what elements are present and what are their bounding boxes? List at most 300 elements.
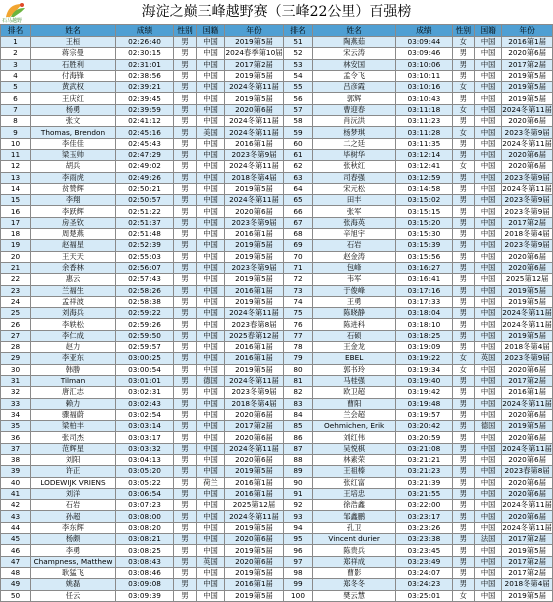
year-cell: 2020第6届 (225, 104, 284, 115)
year-cell: 2019第5届 (225, 37, 284, 48)
table-row (284, 421, 553, 432)
rank-cell: 86 (284, 432, 313, 443)
column-header-year: 年份 (225, 25, 284, 37)
name-cell: 贫赞辉 (31, 183, 116, 194)
nationality-cell: 中国 (475, 319, 502, 330)
time-cell: 03:19:48 (396, 398, 452, 409)
gender-cell: 男 (452, 432, 475, 443)
table-row (284, 443, 553, 454)
gender-cell: 男 (174, 240, 197, 251)
ranking-table-left (0, 24, 284, 602)
time-cell: 03:21:39 (396, 477, 452, 488)
time-cell: 03:02:43 (116, 398, 174, 409)
rank-cell: 13 (1, 172, 31, 183)
rank-cell: 51 (284, 37, 313, 48)
time-cell: 03:02:31 (116, 387, 174, 398)
gender-cell: 男 (174, 229, 197, 240)
table-row (1, 500, 284, 511)
table-row (284, 93, 553, 104)
name-cell: 石胜利 (31, 59, 116, 70)
table-row (1, 364, 284, 375)
year-cell: 2024冬第11届 (502, 138, 552, 148)
year-cell: 2023春第8届 (502, 466, 553, 477)
time-cell: 02:50:57 (116, 195, 174, 206)
year-cell: 2019第5届 (225, 466, 284, 477)
time-cell: 02:39:59 (116, 104, 174, 115)
gender-cell: 男 (174, 285, 197, 296)
gender-cell: 男 (174, 59, 197, 70)
column-header-year: 年份 (502, 25, 553, 37)
time-cell: 02:49:02 (116, 161, 174, 172)
rank-cell: 22 (1, 274, 31, 285)
time-cell: 03:06:54 (116, 488, 174, 499)
nationality-cell: 中国 (475, 161, 502, 172)
rank-cell: 33 (1, 398, 31, 409)
name-cell: 张文 (31, 116, 116, 127)
column-header-nationality: 国籍 (475, 25, 502, 37)
year-cell: 2024冬第11届 (225, 195, 284, 206)
time-cell: 03:03:17 (116, 432, 174, 443)
rank-cell: 35 (1, 421, 31, 432)
nationality-cell: 中国 (475, 285, 502, 296)
rank-cell: 7 (1, 104, 31, 115)
gender-cell: 女 (452, 37, 475, 48)
time-cell: 03:09:39 (116, 590, 174, 601)
time-cell: 03:08:20 (116, 522, 174, 533)
rank-cell: 5 (1, 82, 31, 93)
name-cell: 吕彦霞 (313, 82, 396, 93)
nationality-cell: 中国 (475, 330, 502, 341)
rank-cell: 75 (284, 308, 313, 319)
time-cell: 03:20:59 (396, 432, 452, 443)
nationality-cell: 中国 (475, 251, 502, 262)
gender-cell: 男 (452, 138, 475, 149)
table-header-row (284, 25, 553, 37)
time-cell: 03:21:23 (396, 466, 452, 477)
rank-cell: 38 (1, 454, 31, 465)
gender-cell: 男 (452, 319, 475, 330)
rank-cell: 56 (284, 93, 313, 104)
column-header-time: 成绩 (396, 25, 452, 37)
nationality-cell: 中国 (197, 240, 225, 251)
rank-cell: 36 (1, 432, 31, 443)
gender-cell: 男 (174, 545, 197, 556)
table-row (1, 409, 284, 420)
gender-cell: 男 (452, 116, 475, 127)
name-cell: 王培忠 (313, 488, 396, 499)
rank-cell: 18 (1, 229, 31, 240)
time-cell: 03:24:07 (396, 567, 452, 578)
name-cell: 曹影 (313, 567, 396, 578)
time-cell: 02:45:43 (116, 138, 174, 149)
rank-cell: 65 (284, 195, 313, 206)
table-row (284, 500, 553, 511)
rank-cell: 15 (1, 195, 31, 206)
year-cell: 2020第6届 (225, 454, 284, 465)
name-cell: Oehmichen, Erik (313, 421, 396, 432)
table-row (1, 217, 284, 228)
gender-cell: 男 (452, 206, 475, 217)
year-cell: 2019第5届 (225, 364, 284, 375)
time-cell: 03:23:26 (396, 522, 452, 533)
name-cell: 孟祥波 (31, 296, 116, 307)
name-cell: 李轶松 (31, 319, 116, 330)
rank-cell: 11 (1, 149, 31, 160)
year-cell: 2020第6届 (502, 364, 553, 375)
table-row (284, 195, 553, 206)
name-cell: 兰会超 (313, 409, 396, 420)
rank-cell: 8 (1, 116, 31, 127)
nationality-cell: 中国 (475, 217, 502, 228)
rank-cell: 3 (1, 59, 31, 70)
table-row (284, 319, 553, 330)
time-cell: 03:15:02 (396, 195, 452, 206)
name-cell: 宋元松 (313, 183, 396, 194)
name-cell: 欧卫超 (313, 387, 396, 398)
gender-cell: 男 (174, 432, 197, 443)
time-cell: 02:58:38 (116, 296, 174, 307)
rank-cell: 85 (284, 421, 313, 432)
gender-cell: 男 (174, 466, 197, 477)
name-cell: 刘阳 (31, 454, 116, 465)
gender-cell: 男 (452, 296, 475, 307)
nationality-cell: 中国 (475, 364, 502, 375)
nationality-cell: 中国 (475, 262, 502, 273)
rank-cell: 20 (1, 251, 31, 262)
nationality-cell: 中国 (475, 240, 502, 251)
nationality-cell: 中国 (475, 308, 502, 319)
rank-cell: 37 (1, 443, 31, 454)
nationality-cell: 中国 (475, 579, 502, 590)
year-cell: 2020第6届 (502, 488, 553, 499)
gender-cell: 男 (174, 251, 197, 262)
year-cell: 2020第6届 (502, 262, 553, 273)
nationality-cell: 中国 (197, 161, 225, 172)
gender-cell: 男 (452, 93, 475, 104)
gender-cell: 男 (174, 37, 197, 48)
nationality-cell: 中国 (475, 590, 502, 601)
rank-cell: 2 (1, 48, 31, 59)
year-cell: 2019第5届 (502, 285, 553, 296)
rank-cell: 55 (284, 82, 313, 93)
year-cell: 2024冬第11届 (225, 443, 284, 454)
gender-cell: 男 (174, 398, 197, 409)
nationality-cell: 中国 (197, 59, 225, 70)
nationality-cell: 中国 (197, 82, 225, 93)
rank-cell: 83 (284, 398, 313, 409)
nationality-cell: 中国 (475, 432, 502, 443)
gender-cell: 男 (174, 556, 197, 567)
time-cell: 03:18:25 (396, 330, 452, 341)
name-cell: 刘海兵 (31, 308, 116, 319)
time-cell: 03:15:30 (396, 229, 452, 240)
gender-cell: 男 (452, 522, 475, 533)
nationality-cell: 中国 (197, 534, 225, 545)
time-cell: 03:19:57 (396, 409, 452, 420)
rank-cell: 21 (1, 262, 31, 273)
nationality-cell: 中国 (475, 104, 502, 115)
name-cell: 赵金涛 (313, 251, 396, 262)
rank-cell: 98 (284, 567, 313, 578)
table-row (284, 296, 553, 307)
gender-cell: 男 (174, 534, 197, 545)
time-cell: 02:30:15 (116, 48, 174, 59)
rank-cell: 62 (284, 161, 313, 172)
rank-cell: 26 (1, 319, 31, 330)
time-cell: 03:10:43 (396, 93, 452, 104)
nationality-cell: 中国 (197, 183, 225, 194)
year-cell: 2024冬第11届 (502, 522, 552, 532)
rank-cell: 24 (1, 296, 31, 307)
nationality-cell: 中国 (197, 364, 225, 375)
year-cell: 2016第1届 (502, 37, 553, 48)
nationality-cell: 中国 (197, 296, 225, 307)
name-cell: 梁玉帅 (31, 149, 116, 160)
year-cell: 2024冬第11届 (502, 104, 552, 114)
table-row (284, 229, 553, 240)
rank-cell: 34 (1, 409, 31, 420)
year-cell: 2018冬第4届 (225, 172, 284, 183)
year-cell: 2024冬第11届 (225, 127, 284, 138)
time-cell: 02:38:56 (116, 70, 174, 81)
rank-cell: 100 (284, 590, 313, 601)
time-cell: 03:17:16 (396, 285, 452, 296)
name-cell: 李翔 (31, 195, 116, 206)
table-row (1, 229, 284, 240)
year-cell: 2024冬第11届 (225, 308, 284, 319)
nationality-cell: 中国 (197, 579, 225, 590)
year-cell: 2016第1届 (225, 579, 284, 590)
time-cell: 03:21:55 (396, 488, 452, 499)
name-cell: 张军 (313, 206, 396, 217)
nationality-cell: 中国 (475, 206, 502, 217)
year-cell: 2019第5届 (502, 545, 553, 556)
year-cell: 2023冬第9届 (225, 149, 284, 160)
gender-cell: 男 (174, 161, 197, 172)
nationality-cell: 中国 (475, 454, 502, 465)
rank-cell: 29 (1, 353, 31, 364)
name-cell: 赖力 (31, 398, 116, 409)
nationality-cell: 中国 (197, 217, 225, 228)
name-cell: 杨梦琪 (313, 127, 396, 138)
time-cell: 03:25:01 (396, 590, 452, 601)
table-row (284, 522, 553, 533)
year-cell: 2023冬第9届 (502, 195, 553, 206)
year-cell: 2024冬第11届 (225, 116, 284, 127)
time-cell: 03:03:32 (116, 443, 174, 454)
table-row (1, 421, 284, 432)
nationality-cell: 中国 (197, 567, 225, 578)
time-cell: 03:20:42 (396, 421, 452, 432)
column-header-time: 成绩 (116, 25, 174, 37)
gender-cell: 男 (452, 477, 475, 488)
rank-cell: 32 (1, 387, 31, 398)
nationality-cell: 英国 (197, 556, 225, 567)
table-row (1, 116, 284, 127)
gender-cell: 男 (174, 93, 197, 104)
gender-cell: 男 (174, 342, 197, 353)
gender-cell: 男 (452, 330, 475, 341)
nationality-cell: 中国 (475, 48, 502, 59)
nationality-cell: 中国 (475, 37, 502, 48)
year-cell: 2018冬第4届 (502, 579, 553, 590)
table-row (1, 138, 284, 149)
year-cell: 2024冬第11届 (502, 500, 552, 510)
nationality-cell: 中国 (475, 82, 502, 93)
name-cell: 石硕 (313, 330, 396, 341)
rank-cell: 89 (284, 466, 313, 477)
time-cell: 02:49:26 (116, 172, 174, 183)
time-cell: 03:04:13 (116, 454, 174, 465)
name-cell: Vincent durier (313, 534, 396, 545)
gender-cell: 男 (452, 308, 475, 319)
year-cell: 2020第6届 (225, 534, 284, 545)
nationality-cell: 中国 (197, 500, 225, 511)
rank-cell: 19 (1, 240, 31, 251)
rank-cell: 66 (284, 206, 313, 217)
year-cell: 2020第6届 (502, 161, 553, 172)
time-cell: 03:08:21 (116, 534, 174, 545)
time-cell: 03:15:20 (396, 217, 452, 228)
table-row (1, 93, 284, 104)
year-cell: 2020第6届 (502, 477, 553, 488)
gender-cell: 男 (452, 466, 475, 477)
table-row (284, 82, 553, 93)
gender-cell: 男 (452, 500, 475, 511)
table-row (1, 48, 284, 59)
table-row (284, 398, 553, 409)
year-cell: 2017第2届 (502, 59, 553, 70)
gender-cell: 女 (452, 161, 475, 172)
table-row (284, 511, 553, 522)
year-cell: 2023冬第9届 (502, 172, 553, 183)
table-row (284, 70, 553, 81)
table-row (1, 590, 284, 601)
nationality-cell: 中国 (475, 545, 502, 556)
rank-cell: 95 (284, 534, 313, 545)
table-row (1, 375, 284, 386)
nationality-cell: 美国 (197, 127, 225, 138)
year-cell: 2017第2届 (502, 534, 553, 545)
gender-cell: 男 (452, 262, 475, 273)
table-row (284, 285, 553, 296)
gender-cell: 男 (174, 477, 197, 488)
year-cell: 2023冬第9届 (502, 240, 553, 251)
gender-cell: 男 (452, 375, 475, 386)
table-row (1, 82, 284, 93)
rank-cell: 48 (1, 567, 31, 578)
time-cell: 03:21:08 (396, 443, 452, 454)
rank-cell: 28 (1, 342, 31, 353)
table-row (284, 432, 553, 443)
time-cell: 03:09:46 (396, 48, 452, 59)
table-row (284, 172, 553, 183)
time-cell: 02:51:22 (116, 206, 174, 217)
year-cell: 2020第6届 (225, 409, 284, 420)
year-cell: 2019第5届 (225, 240, 284, 251)
gender-cell: 女 (452, 353, 475, 364)
name-cell: 赵力 (31, 342, 116, 353)
name-cell: 蒋宗曼 (31, 48, 116, 59)
rank-cell: 76 (284, 319, 313, 330)
name-cell: Tilman (31, 375, 116, 386)
gender-cell: 男 (452, 579, 475, 590)
name-cell: 曹迎春 (313, 104, 396, 115)
table-row (1, 319, 284, 330)
table-row (1, 206, 284, 217)
name-cell: 王庆红 (31, 93, 116, 104)
time-cell: 02:31:01 (116, 59, 174, 70)
nationality-cell: 中国 (197, 285, 225, 296)
rank-cell: 52 (284, 48, 313, 59)
nationality-cell: 中国 (475, 229, 502, 240)
name-cell: 马桂强 (313, 375, 396, 386)
nationality-cell: 中国 (197, 590, 225, 601)
name-cell: 王天天 (31, 251, 116, 262)
name-cell: Champness, Matthew (31, 556, 116, 567)
time-cell: 03:11:18 (396, 104, 452, 115)
time-cell: 03:12:14 (396, 149, 452, 160)
year-cell: 2019第5届 (502, 70, 553, 81)
name-cell: 孟令飞 (313, 70, 396, 81)
gender-cell: 男 (174, 511, 197, 522)
table-row (1, 556, 284, 567)
nationality-cell: 德国 (475, 421, 502, 432)
name-cell: EBEL (313, 353, 396, 364)
name-cell: 李东辉 (31, 522, 116, 533)
year-cell: 2024冬第11届 (502, 319, 552, 329)
table-row (1, 387, 284, 398)
gender-cell: 男 (452, 48, 475, 59)
nationality-cell: 中国 (475, 195, 502, 206)
time-cell: 02:45:16 (116, 127, 174, 138)
name-cell: 唐汇志 (31, 387, 116, 398)
table-row (284, 590, 553, 601)
time-cell: 03:00:25 (116, 353, 174, 364)
year-cell: 2024冬第11届 (225, 82, 284, 93)
rank-cell: 40 (1, 477, 31, 488)
name-cell: 任云 (31, 590, 116, 601)
year-cell: 2024冬第11届 (225, 161, 284, 172)
nationality-cell: 英国 (475, 353, 502, 364)
gender-cell: 男 (174, 127, 197, 138)
rank-cell: 68 (284, 229, 313, 240)
nationality-cell: 中国 (475, 183, 502, 194)
column-header-name: 姓名 (313, 25, 396, 37)
rank-cell: 44 (1, 522, 31, 533)
gender-cell: 男 (452, 398, 475, 409)
table-row (284, 567, 553, 578)
rank-cell: 12 (1, 161, 31, 172)
time-cell: 03:18:10 (396, 319, 452, 330)
name-cell: 肖沅洪 (313, 116, 396, 127)
table-row (284, 454, 553, 465)
rank-cell: 77 (284, 330, 313, 341)
name-cell: 陶燕茹 (313, 37, 396, 48)
gender-cell: 男 (452, 409, 475, 420)
time-cell: 03:08:46 (116, 567, 174, 578)
time-cell: 03:12:59 (396, 172, 452, 183)
gender-cell: 男 (174, 206, 197, 217)
gender-cell: 男 (452, 567, 475, 578)
table-row (1, 104, 284, 115)
gender-cell: 男 (174, 296, 197, 307)
gender-cell: 男 (174, 500, 197, 511)
time-cell: 03:14:58 (396, 183, 452, 194)
year-cell: 2016第1届 (502, 387, 553, 398)
table-row (1, 161, 284, 172)
time-cell: 03:02:54 (116, 409, 174, 420)
